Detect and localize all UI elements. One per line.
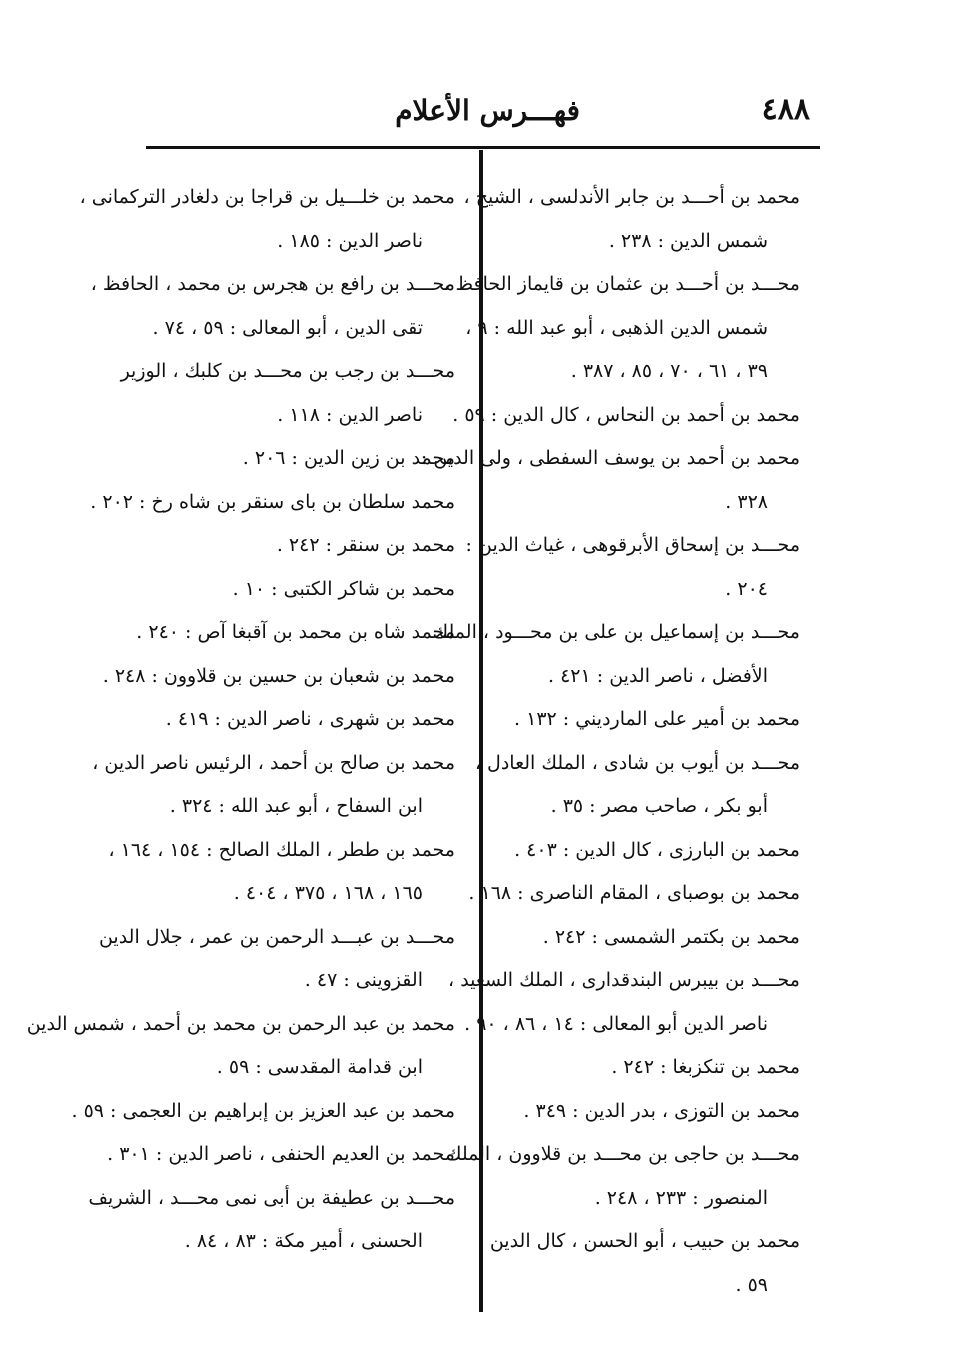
entry-heading-line: محمد بن أحـــد بن جابر الأندلسى ، الشيخ ،	[463, 186, 800, 208]
index-entry	[432, 611, 800, 698]
index-entry	[500, 829, 800, 873]
index-entry	[90, 263, 455, 350]
page-header	[150, 92, 810, 142]
index-entry	[150, 698, 455, 742]
entry-heading-line: محمد بن بكتمر الشمسى : ٢٤٢ .	[542, 925, 800, 948]
entry-continuation-line: ناصر الدين أبو المعالى : ١٤ ، ٨٦ ، ٩٠ .	[464, 1012, 768, 1035]
index-entry	[500, 698, 800, 742]
index-entry	[120, 350, 455, 437]
entry-continuation-line: أبو بكر ، صاحب مصر : ٣٥ .	[550, 795, 768, 817]
entry-heading-line: محمد بن شهرى ، ناصر الدين : ٤١٩ .	[165, 708, 455, 730]
index-entry	[90, 481, 455, 525]
index-entry	[443, 263, 800, 394]
index-entry	[463, 176, 800, 263]
index-entry	[26, 1003, 455, 1090]
entry-continuation-line: ٢٠٤ .	[725, 577, 768, 600]
page-title: فهـــرس الأعلام	[395, 94, 580, 127]
entry-heading-line: محـــد بن إسماعيل بن على بن محـــود ، الملك	[432, 621, 800, 643]
index-entry	[136, 611, 455, 655]
entry-continuation-line: شمس الدين الذهبى ، أبو عبد الله : ٩ ،	[465, 316, 768, 339]
entry-heading-line: محمد بن حبيب ، أبو الحسن ، كال الدين :	[477, 1230, 800, 1252]
entry-heading-line: محمد بن ططر ، الملك الصالح : ١٥٤ ، ١٦٤ ،	[108, 838, 455, 861]
entry-continuation-line: ابن قدامة المقدسى : ٥٩ .	[216, 1056, 423, 1078]
entry-heading-line: محمد بن شاكر الكتبى : ١٠ .	[232, 577, 455, 600]
index-entry	[92, 742, 455, 829]
header-rule	[146, 146, 820, 149]
index-entry	[79, 176, 455, 263]
entry-continuation-line: تقى الدين ، أبو المعالى : ٥٩ ، ٧٤ .	[152, 316, 423, 339]
entry-heading-line: محمد بن شعبان بن حسين بن قلاوون : ٢٤٨ .	[102, 664, 455, 687]
index-entry	[102, 655, 455, 699]
entry-heading-line: محـــد بن أيوب بن شادى ، الملك العادل ،	[474, 751, 800, 774]
entry-heading-line: محـــد بن رجب بن محـــد بن كلبك ، الوزير	[120, 360, 455, 382]
entry-heading-line: محمد بن خلـــيل بن قراجا بن دلغادر التركمانى ،	[79, 186, 455, 208]
entry-heading-line: محمد بن تنكزبغا : ٢٤٢ .	[611, 1056, 800, 1078]
index-entry	[150, 524, 455, 568]
entry-continuation-line: ناصر الدين : ١١٨ .	[277, 403, 423, 426]
entry-heading-line: محمد بن صالح بن أحمد ، الرئيس ناصر الدين ،	[92, 751, 455, 774]
index-entry	[108, 829, 455, 916]
entry-heading-line: محمد بن زين الدين : ٢٠٦ .	[242, 447, 455, 469]
entry-continuation-line: القزوينى : ٤٧ .	[304, 969, 423, 991]
entry-heading-line: محـــد بن عبـــد الرحمن بن عمر ، جلال الدين	[98, 925, 455, 948]
index-entry	[107, 1133, 455, 1177]
index-entry	[452, 394, 800, 438]
index-entry	[500, 916, 800, 960]
entry-heading-line: محمد شاه بن محمد بن آقبغا آص : ٢٤٠ .	[136, 621, 455, 643]
entry-continuation-line: الحسنى ، أمير مكة : ٨٣ ، ٨٤ .	[184, 1230, 423, 1252]
index-column-right	[420, 176, 800, 1307]
index-entry	[150, 437, 455, 481]
entry-continuation-line: الأفضل ، ناصر الدين : ٤٢١ .	[548, 664, 768, 687]
entry-heading-line: محمد بن أحمد بن يوسف السفطى ، ولى الدين :	[420, 447, 800, 469]
entry-heading-line: محـــد بن رافع بن هجرس بن محمد ، الحافظ ،	[90, 273, 455, 295]
entry-continuation-line: ٣٩ ، ٦١ ، ٧٠ ، ٨٥ ، ٣٨٧ .	[570, 360, 768, 382]
entry-heading-line: محمد بن سنقر : ٢٤٢ .	[276, 534, 455, 556]
index-column-left	[26, 176, 455, 1264]
entry-heading-line: محمد بن البارزى ، كال الدين : ٤٠٣ .	[514, 838, 800, 861]
entry-continuation-line: شمس الدين : ٢٣٨ .	[608, 229, 768, 252]
index-entry	[88, 1177, 455, 1264]
entry-continuation-line: ابن السفاح ، أبو عبد الله : ٣٢٤ .	[169, 795, 423, 817]
entry-heading-line: محـــد بن عطيفة بن أبى نمى محـــد ، الشريف	[88, 1186, 455, 1209]
entry-heading-line: محمد بن بوصباى ، المقام الناصرى : ١٦٨ .	[468, 882, 800, 904]
index-entry	[500, 1046, 800, 1090]
entry-heading-line: محمد سلطان بن باى سنقر بن شاه رخ : ٢٠٢ .	[90, 490, 455, 513]
index-entry	[500, 1090, 800, 1134]
index-entry	[448, 959, 800, 1046]
index-entry	[474, 742, 800, 829]
entry-heading-line: محـــد بن أحـــد بن عثمان بن قايماز الحافظ ،	[443, 273, 800, 295]
entry-continuation-line: ٥٩ .	[735, 1273, 768, 1296]
entry-continuation-line: ٣٢٨ .	[725, 490, 768, 513]
entry-heading-line: محـــد بن بيبرس البندقدارى ، الملك السعيد ،	[448, 969, 800, 991]
index-entry	[468, 872, 800, 916]
index-entry	[98, 916, 455, 1003]
entry-heading-line: محمد بن عبد العزيز بن إبراهيم بن العجمى : ٥٩ .	[71, 1099, 455, 1122]
index-entry	[420, 437, 800, 524]
entry-continuation-line: ١٦٥ ، ١٦٨ ، ٣٧٥ ، ٤٠٤ .	[233, 882, 423, 904]
index-entry	[150, 568, 455, 612]
entry-heading-line: محمد بن العديم الحنفى ، ناصر الدين : ٣٠١ .	[107, 1143, 455, 1165]
entry-heading-line: محمد بن أمير على المارديني : ١٣٢ .	[514, 708, 800, 730]
page-number: ٤٨٨	[761, 92, 810, 127]
entry-heading-line: محـــد بن حاجى بن محـــد بن قلاوون ، الملك	[445, 1143, 800, 1165]
index-entry	[477, 1220, 800, 1307]
index-entry	[71, 1090, 455, 1134]
entry-heading-line: محمد بن التوزى ، بدر الدين : ٣٤٩ .	[523, 1099, 800, 1122]
entry-heading-line: محمد بن أحمد بن النحاس ، كال الدين : ٥٩ .	[452, 403, 800, 426]
index-entry	[465, 524, 800, 611]
entry-continuation-line: ناصر الدين : ١٨٥ .	[277, 229, 423, 252]
index-entry	[445, 1133, 800, 1220]
entry-heading-line: محـــد بن إسحاق الأبرقوهى ، غياث الدين :	[465, 534, 800, 556]
entry-continuation-line: المنصور : ٢٣٣ ، ٢٤٨ .	[594, 1186, 768, 1209]
entry-heading-line: محمد بن عبد الرحمن بن محمد بن أحمد ، شمس الدين	[26, 1012, 455, 1035]
